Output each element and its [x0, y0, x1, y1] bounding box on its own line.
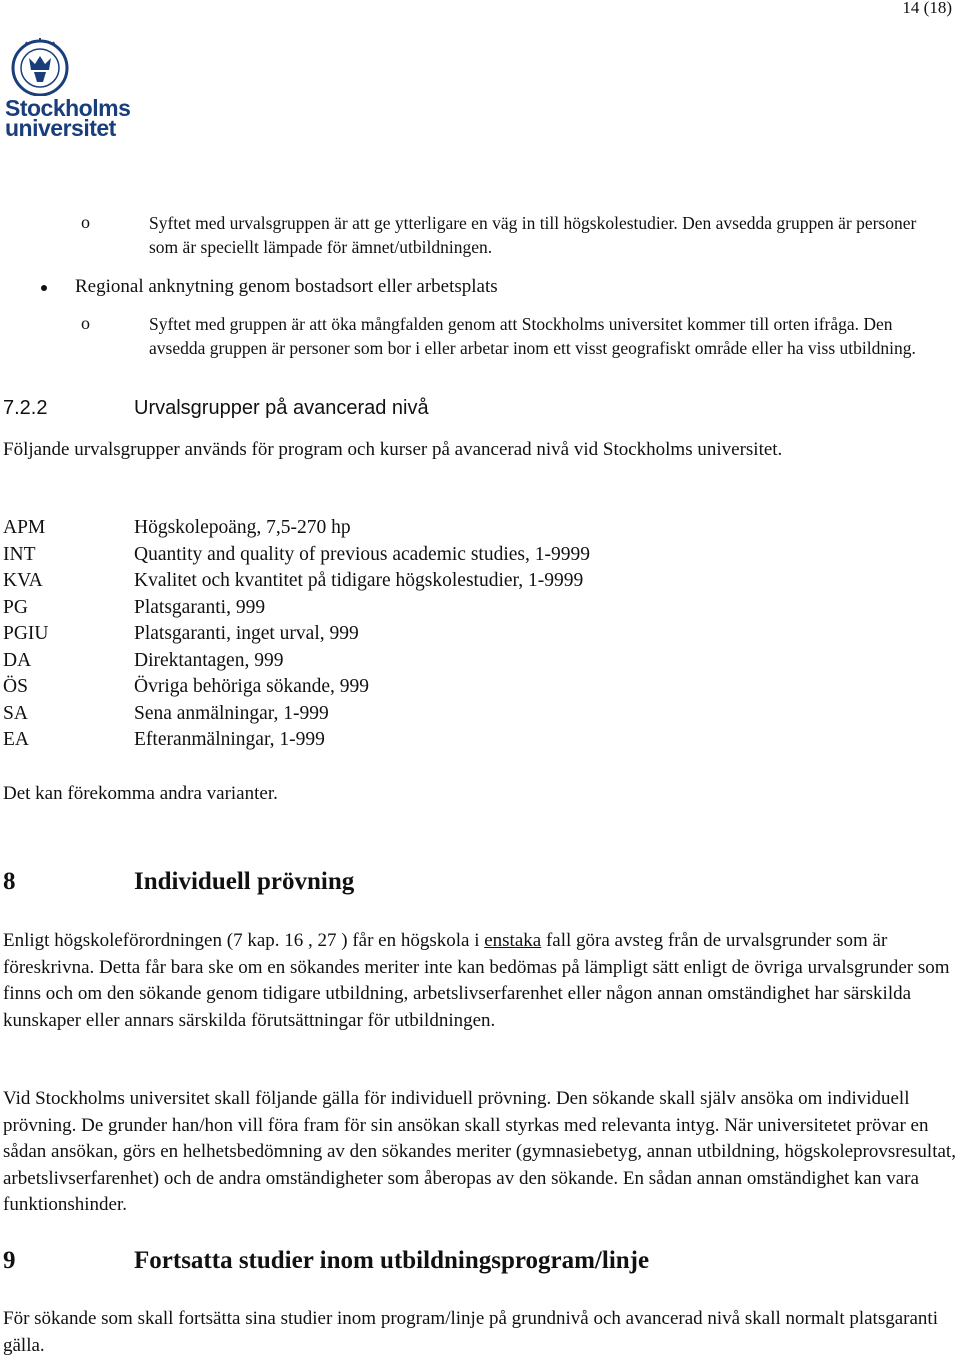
section-outro: Det kan förekomma andra varianter.: [3, 783, 278, 804]
group-code: ÖS: [3, 676, 28, 697]
sub-bullet-text: Syftet med gruppen är att öka mångfalden genom att Stockholms universitet kommer till orten ifråga. Den avsedda gruppen är personer som bor i eller arbetar inom ett visst geografiskt område eller ha viss utbildning.: [149, 314, 916, 358]
paragraph-text: Enligt högskoleförordningen (7 kap. 16 , 27 ) får en högskola i: [3, 930, 485, 951]
logo-text-line1: Stockholms: [5, 95, 131, 121]
section-9-number: 9: [3, 1247, 16, 1274]
group-desc: Direktantagen, 999: [134, 650, 284, 671]
section-9-paragraph-1: För sökande som skall fortsätta sina studier inom program/linje på grundnivå och avancerad nivå skall normalt platsgaranti gälla.: [3, 1308, 938, 1356]
group-code: INT: [3, 544, 36, 565]
group-code: KVA: [3, 570, 43, 591]
group-desc: Sena anmälningar, 1-999: [134, 703, 329, 724]
regional-heading: Regional anknytning genom bostadsort eller arbetsplats: [75, 276, 498, 297]
section-title: Urvalsgrupper på avancerad nivå: [134, 397, 429, 419]
section-8-title: Individuell prövning: [134, 868, 355, 895]
bullet-dot-icon: [41, 285, 47, 291]
section-8-number: 8: [3, 868, 16, 895]
underlined-word: enstaka: [484, 930, 542, 951]
group-code: PGIU: [3, 623, 49, 644]
group-desc: Högskolepoäng, 7,5-270 hp: [134, 517, 351, 538]
crest-icon: [5, 38, 75, 96]
sub-bullet-marker: o: [81, 313, 90, 333]
logo-text-line2: universitet: [5, 115, 116, 141]
page-number: 14 (18): [902, 0, 952, 17]
group-desc: Övriga behöriga sökande, 999: [134, 676, 370, 697]
group-desc: Platsgaranti, 999: [134, 597, 266, 618]
paragraph-text: fall göra avsteg från de urvalsgrunder som är föreskrivna. Detta får bara ske om en sökandes meriter inte kan bedömas på lämpligt sätt enligt de övriga urvalsgrunder som finns och om den sökande genom tidigare utbildning, arbetslivserfarenhet eller någon annan omständighet har särskilda kunskaper eller annars särskilda förutsättningar för utbildningen.: [3, 930, 950, 1031]
group-code: PG: [3, 597, 28, 618]
section-9-title: Fortsatta studier inom utbildningsprogram/linje: [134, 1247, 650, 1274]
section-8-paragraph-2: Vid Stockholms universitet skall följande gälla för individuell prövning. Den sökande skall själv ansöka om individuell prövning. De grunder han/hon vill föra fram för sin ansökan skall styrkas med relevanta intyg. När universitetet prövar en sådan ansökan, görs en helhetsbedömning av den sökandes meriter (gymnasiebetyg, annan utbildning, högskoleprovsresultat, arbetslivserfarenhet) och de andra omständigheter som åberopas av den sökande. En sådan annan omständighet kan vara funktionshinder.: [3, 1088, 956, 1215]
group-code: SA: [3, 703, 28, 724]
sub-bullet-text: Syftet med urvalsgruppen är att ge ytterligare en väg in till högskolestudier. Den avsedda gruppen är personer som är speciellt lämpade för ämnet/utbildningen.: [149, 213, 917, 257]
section-intro: Följande urvalsgrupper används för program och kurser på avancerad nivå vid Stockholms universitet.: [3, 439, 783, 460]
university-logo: [5, 38, 131, 141]
group-desc: Platsgaranti, inget urval, 999: [134, 623, 359, 644]
section-number: 7.2.2: [3, 397, 48, 419]
sub-bullet-marker: o: [81, 212, 90, 232]
group-desc: Efteranmälningar, 1-999: [134, 729, 325, 750]
group-code: APM: [3, 517, 46, 538]
group-desc: Kvalitet och kvantitet på tidigare högskolestudier, 1-9999: [134, 570, 584, 591]
section-8-paragraph-1: [3, 928, 958, 1034]
group-code: DA: [3, 650, 32, 671]
group-code: EA: [3, 729, 29, 750]
group-desc: Quantity and quality of previous academic studies, 1-9999: [134, 544, 590, 565]
